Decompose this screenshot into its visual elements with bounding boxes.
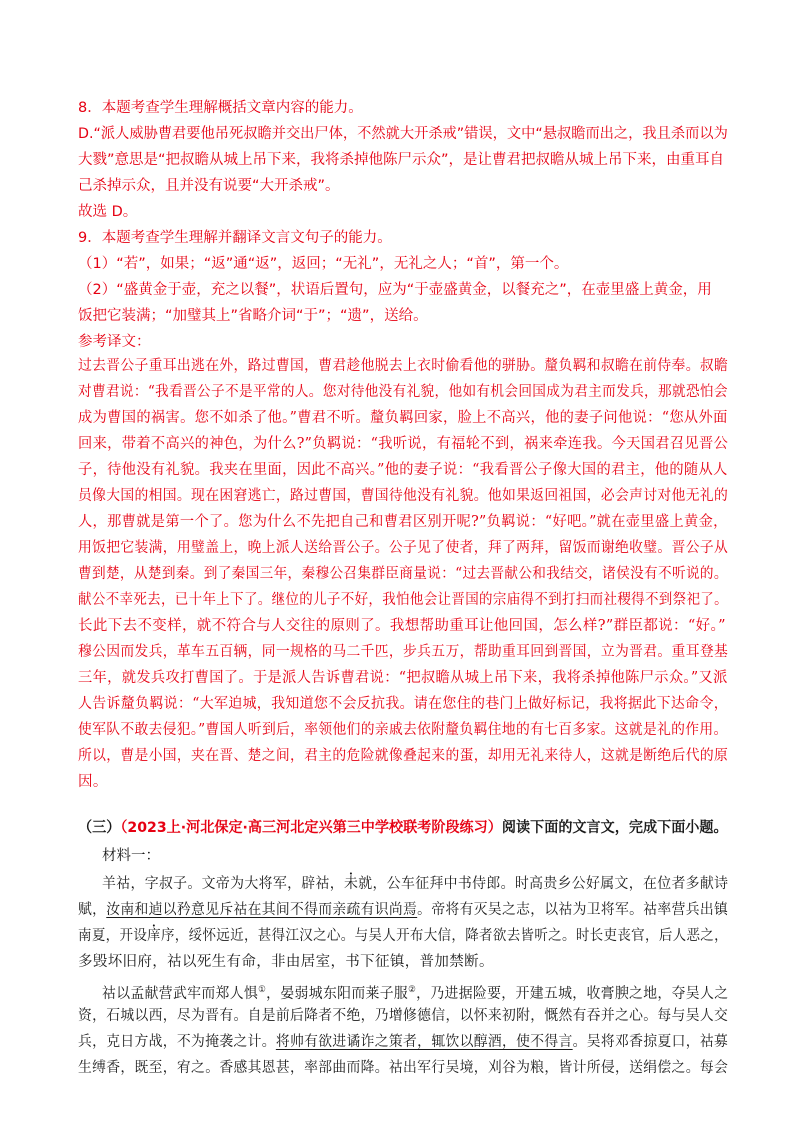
section3-header	[78, 818, 728, 838]
passage-line: 资，石城以西，尽为晋有。自是前后降者不绝，乃增修德信，以怀来初附，慨然有吞并之心。每与吴人交	[78, 1008, 729, 1024]
translation-line: 成为曹国的祸害。您不如杀了他。”曹君不听。釐负羁回家，脸上不高兴，他的妻子问他说：“您从外面	[78, 410, 728, 426]
translation-line: 所以，曹是小国，夹在晋、楚之间，君主的危险就像叠起来的蛋，却用无礼来待人，这就是断绝后代的原	[78, 748, 729, 764]
translation-line: 因。	[78, 774, 108, 790]
emphasis-dot-char: 未	[344, 876, 359, 892]
passage-line: 兵，克日方战，不为掩袭之计。将帅有欲进谲诈之策者，辄饮以醇酒，使不得言。吴将邓香掠夏口，祜募	[78, 1034, 729, 1050]
q9-item2-line2: 饭把它装满；“加璧其上”省略介词“于”；“遗”，送给。	[78, 308, 428, 324]
passage-line: 生缚香，既至，宥之。香感其恩甚，率部曲而降。祜出军行吴境，刈谷为粮，皆计所侵，送绢偿之。每会	[78, 1060, 729, 1076]
q9-item2-line1: （2）“盛黄金于壶，充之以餐”，状语后置句，应为“于壶盛黄金，以餐充之”，在壶里盛上黄金，用	[78, 282, 712, 298]
footnote-marker: ②	[408, 985, 417, 995]
underlined-sentence: 汝南和逌以矜意见斥祜在其间不得而亲疏有识尚焉	[106, 902, 418, 918]
translation-line: 曹到楚，从楚到秦。到了秦国三年，秦穆公召集群臣商量说：“过去晋献公和我结交，诸侯没有不听说的。	[78, 566, 728, 582]
translation-line: 用饭把它装满，用璧盖上，晚上派人送给晋公子。公子见了使者，拜了两拜，留饭而谢绝收璧。晋公子从	[78, 540, 729, 556]
q8-option-d-line1: D.“派人威胁曹君要他吊死叔瞻并交出尸体，不然就大开杀戒”错误，文中“悬叔瞻而出之，我且杀而以为	[78, 126, 728, 142]
q8-option-d-line2: 大戮”意思是“把叔瞻从城上吊下来，我将杀掉他陈尸示众”，是让曹君把叔瞻从城上吊下来，由重耳自	[78, 152, 725, 168]
q8-conclusion: 故选 D。	[78, 204, 138, 220]
q8-option-d-line3: 己杀掉示众，且并没有说要“大开杀戒”。	[78, 178, 340, 194]
translation-line: 人，那曹就是第一个了。您为什么不先把自己和曹君区别开呢?”负羁说：“好吧。”就在壶里盛上黄金，	[78, 514, 728, 530]
q8-title: 8．本题考查学生理解概括文章内容的能力。	[78, 100, 363, 116]
translation-line: 使军队不敢去侵犯。”曹国人听到后，率领他们的亲戚去依附釐负羁住地的有七百多家。这就是礼的作用。	[78, 722, 728, 738]
translation-label: 参考译文：	[78, 334, 151, 350]
passage-line: 羊祜，字叔子。文帝为大将军，辟祜，未就，公车征拜中书侍郎。时高贵乡公好属文，在位者多献诗	[102, 876, 729, 892]
translation-line: 长此下去不变样，就不符合与人交往的原则了。我想帮助重耳让他回国，怎么样?”群臣都说：“好。”	[78, 618, 726, 634]
translation-line: 对曹君说：“我看晋公子不是平常的人。您对待他没有礼貌，他如有机会回国成为君主而发兵，那就恐怕会	[78, 384, 728, 400]
q9-title: 9．本题考查学生理解并翻译文言文句子的能力。	[78, 230, 392, 246]
passage-line: 赋，汝南和逌以矜意见斥祜在其间不得而亲疏有识尚焉。帝将有灭吴之志，以祜为卫将军。祜率营兵出镇	[78, 902, 729, 918]
passage-line: 多毁坏旧府，祜以死生有命，非由居室，书下征镇，普加禁断。	[78, 954, 494, 970]
q9-item1: （1）“若”，如果；“返”通“返”，返回；“无礼”，无礼之人；“首”，第一个。	[78, 256, 569, 272]
passage-line: 南夏，开设庠序，绥怀远近，甚得江汉之心。与吴人开布大信，降者欲去皆听之。时长吏丧官，后人恶之，	[78, 928, 728, 944]
footnote-marker: ①	[258, 985, 267, 995]
translation-line: 过去晋公子重耳出逃在外，路过曹国，曹君趁他脱去上衣时偷看他的骈胁。釐负羁和叔瞻在前侍奉。叔瞻	[78, 358, 729, 374]
translation-line: 人告诉釐负羁说：“大军迫城，我知道您不会反抗我。请在您住的巷门上做好标记，我将据此下达命令，	[78, 696, 729, 712]
translation-line: 穆公因而发兵，革车五百辆，同一规格的马二千匹，步兵五万，帮助重耳回到晋国，立为晋君。重耳登基	[78, 644, 729, 660]
translation-line: 献公不幸死去，已十年上下了。继位的儿子不好，我怕他会让晋国的宗庙得不到打扫而社稷得不到祭祀了。	[78, 592, 728, 608]
translation-line: 三年，就发兵攻打曹国了。于是派人告诉曹君说：“把叔瞻从城上吊下来，我将杀掉他陈尸示众。”又派	[78, 670, 728, 686]
passage-line: 祜以孟献营武牢而郑人惧①，晏弱城东阳而莱子服②，乃进据险要，开建五城，收膏腴之地，夺吴人之	[102, 985, 729, 1002]
translation-line: 子，待他没有礼貌。我夹在里面，因此不高兴。”他的妻子说：“我看晋公子像大国的君主，他的随从人	[78, 462, 728, 478]
underlined-sentence: 将帅有欲进谲诈之策者，辄饮以醇酒，使不得言	[275, 1034, 573, 1050]
section3-instruction: 阅读下面的文言文，完成下面小题。	[501, 820, 728, 836]
translation-line: 员像大国的相国。现在困窘逃亡，路过曹国，曹国待他没有礼貌。他如果返回祖国，必会声讨对他无礼的	[78, 488, 729, 504]
emphasis-dot-char: 庠	[147, 928, 161, 944]
section3-number: （三）	[78, 820, 121, 836]
translation-line: 回来，带着不高兴的神色，为什么?”负羁说：“我听说，有福轮不到，祸来牵连我。今天国君召见晋公	[78, 436, 729, 452]
material-label: 材料一：	[102, 848, 160, 864]
section3-source: （2023上·河北保定·高三河北定兴第三中学校联考阶段练习）	[120, 820, 502, 836]
